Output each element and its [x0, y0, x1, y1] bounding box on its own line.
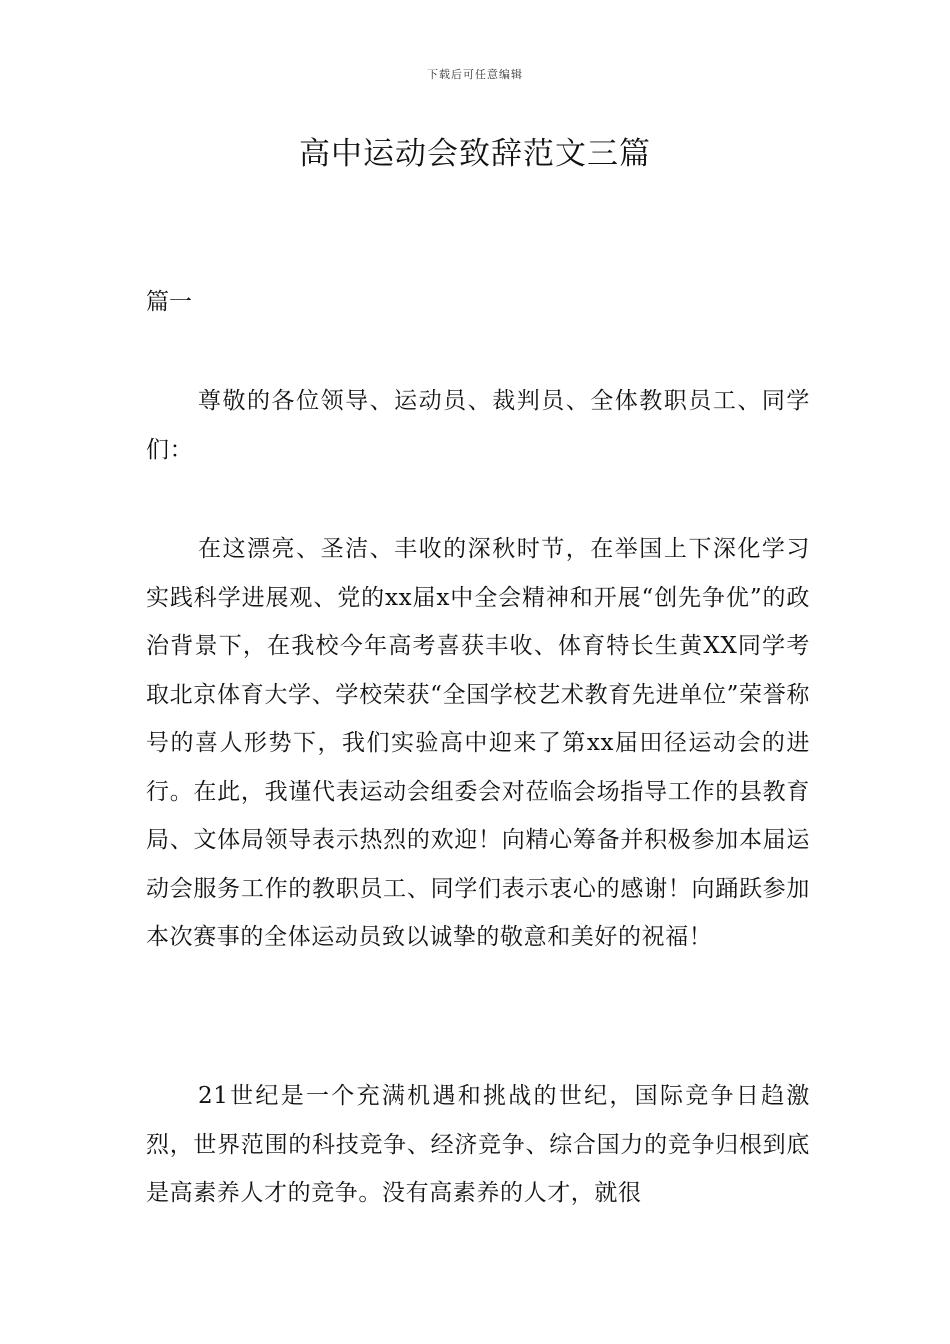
section-heading: 篇一	[146, 289, 192, 315]
paragraph-salutation: 尊敬的各位领导、运动员、裁判员、全体教职员工、同学们：	[146, 388, 810, 463]
document-title: 高中运动会致辞范文三篇	[299, 136, 651, 172]
header-note: 下载后可任意编辑	[427, 68, 523, 81]
paragraph-welcome: 在这漂亮、圣洁、丰收的深秋时节，在举国上下深化学习实践科学进展观、党的xx届x中全会精神和开展“创先争优”的政治背景下，在我校今年高考喜获丰收、体育特长生黄XX同学考取北京体育大学、学校荣获“全国学校艺术教育先进单位”荣誉称号的喜人形势下，我们实验高中迎来了第xx届田径运动会的进行。在此，我谨代表运动会组委会对莅临会场指导工作的县教育局、文体局领导表示热烈的欢迎！向精心筹备并积极参加本届运动会服务工作的教职员工、同学们表示衷心的感谢！向踊跃参加本次赛事的全体运动员致以诚挚的敬意和美好的祝福！	[146, 536, 810, 950]
paragraph-century: 21世纪是一个充满机遇和挑战的世纪，国际竞争日趋激烈，世界范围的科技竞争、经济竞争、综合国力的竞争归根到底是高素养人才的竞争。没有高素养的人才，就很	[146, 1083, 810, 1206]
